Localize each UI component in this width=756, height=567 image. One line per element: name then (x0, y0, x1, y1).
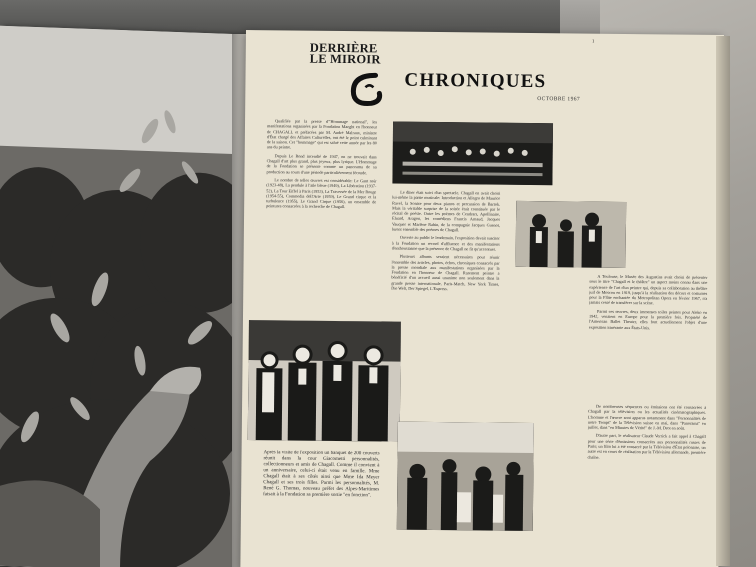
masthead-line-1: DERRIÈRE (309, 40, 378, 56)
paragraph: D'autre part, le réalisateur Claude Verrick a fait appel à Chagall pour une série d'émissions consacrées aux personnalités russes de Paris; un film lui a été consacré par la Télévision d'État polonaise, un autre est en cours de réalisation par la Télévision allemande, première chaîne. (587, 433, 706, 460)
page-number: 1 (591, 39, 595, 45)
issue-date: OCTOBRE 1967 (537, 96, 581, 103)
article-column-1 (265, 118, 377, 319)
masthead (309, 40, 381, 67)
foliage-photograph (0, 26, 240, 567)
paragraph: A Toulouse, le Musée des Augustins avait choisi de présenter sous le titre "Chagall et le théâtre" un aspect moins connu dans une expérience de l'art d'un peintre qui, depuis sa collaboration au théâtre juif de Moscou en 1919, jusqu'à la réalisation des décors et costumes pour la Flûte enchantée du Metropolitan Opera en février 1967, n'a jamais cessé de transférer sur la scène. (589, 273, 708, 306)
chagall-group-photo (248, 320, 401, 442)
paragraph: Le nombre de telles œuvres est considérable: Le Gant noir (1923-48), La pendule à l'aile bleue (1949), La Libération (1937-52), La Tour Eiffel à Paris (1953), La Traversée de la Mer Rouge (1954-55), Commedia dell'Arte (1959), Le Grand cirque et la turbulence (1955), Le Grand Cirque (1956), un ensemble de peintures consacrées à la recherche de Chagall. (266, 177, 377, 210)
paragraph: Le dîner était suivi d'un spectacle. Chagall en avait choisi lui-même la partie musicale: Introduction et Allegro de Maurice Ravel, la Sonate pour deux pianos et percussion de Bartok. Mais la véritable surprise de la soirée était constituée par le récital de poésie. Outre les poèmes de Cendrars, Apollinaire, Eluard, Aragon, les comédiens Francis Arnaud, Jacques Vauquer et Marlène Rabin, de la compagnie Jacques Guenot, lurent ensemble des poèmes de Chagall. (391, 189, 501, 233)
left-page-photo (0, 26, 240, 567)
paragraph: Qualifiée par la presse d'"Hommage national", les manifestations organisées par la Fondation Maeght en l'honneur de CHAGALL et préfacées par M. André Malraux, ministre d'État chargé des Affaires Culturelles, ont été le point culminant de la saison. Cet "hommage" qui est salué cette année par les 80 ans du peintre. (266, 118, 378, 150)
courtyard-photo (397, 422, 534, 531)
masthead-logo-icon (345, 69, 389, 109)
guests-photo (516, 201, 627, 268)
paragraph: Plusieurs albums seraient nécessaires pour réunir l'ensemble des articles, photos, échos, chroniques consacrés par la presse mondiale aux manifestations organisées par la Fondation en l'honneur de Chagall. Rarement peintre a bénéficié d'un accueil aussi unanime non seulement dans la grande presse internationale, Paris-Match, New York Times, Die Welt, Der Spiegel, L'Express. (391, 253, 500, 292)
paragraph: De nombreuses séquences ou émissions ont été consacrées à Chagall par la télévision ou les actualités cinématographiques. L'homme et l'œuvre sont apparus notamment dans "Personnalités de notre Temps" de la Télévision suisse en mai, dans "Panorama" en juillet, dans "en Minutes de Vérité" de J.-M. Drot en août. (587, 403, 707, 431)
masthead-line-2: LE MIROIR (309, 51, 381, 67)
article-column-2 (390, 190, 500, 393)
paragraph: Parmi ces œuvres, deux immenses toiles peintes pour Aleko en 1942, venaient en Europe pour la première fois. Propriété de l'American Ballet Theater, elles font actuellement l'objet d'une exposition itinérante aux États-Unis. (588, 308, 708, 330)
photo-caption: Après la visite de l'exposition un banquet de 200 couverts réunit dans la cour Giacometti personnalités, collectionneurs et amis de Chagall. Comme il convient à un anniversaire, celui-ci était venu en famille. Mme Chagall était à ses côtés ainsi que Mme Ida Meyer Chagall et ses trois filles. Parmi les personnalités, M. René G. Thomas, nouveau préfet des Alpes-Maritimes faisait à la Fondation sa première sortie "en fonction". (263, 450, 380, 499)
chroniques-page (240, 30, 724, 567)
paragraph: Ouverte au public le lendemain, l'exposition devait susciter à la Fondation un record d'affluence et des manifestations d'enthousiasme que la présence de Chagall ne fit qu'accentuer. (391, 234, 500, 252)
article-column-4 (586, 404, 706, 567)
paragraph: Depuis Le Rond incendié de 1947, on ne trouvait dans Chagall d'art plus grand, plus joyeux, plus lyrique. L'Hommage de la Fondation se présente comme un panorama de sa production au cours d'une période particulièrement féconde. (266, 153, 377, 175)
page-stack-edge (716, 36, 730, 566)
banquet-photo (392, 122, 553, 186)
page-title: CHRONIQUES (404, 69, 547, 93)
